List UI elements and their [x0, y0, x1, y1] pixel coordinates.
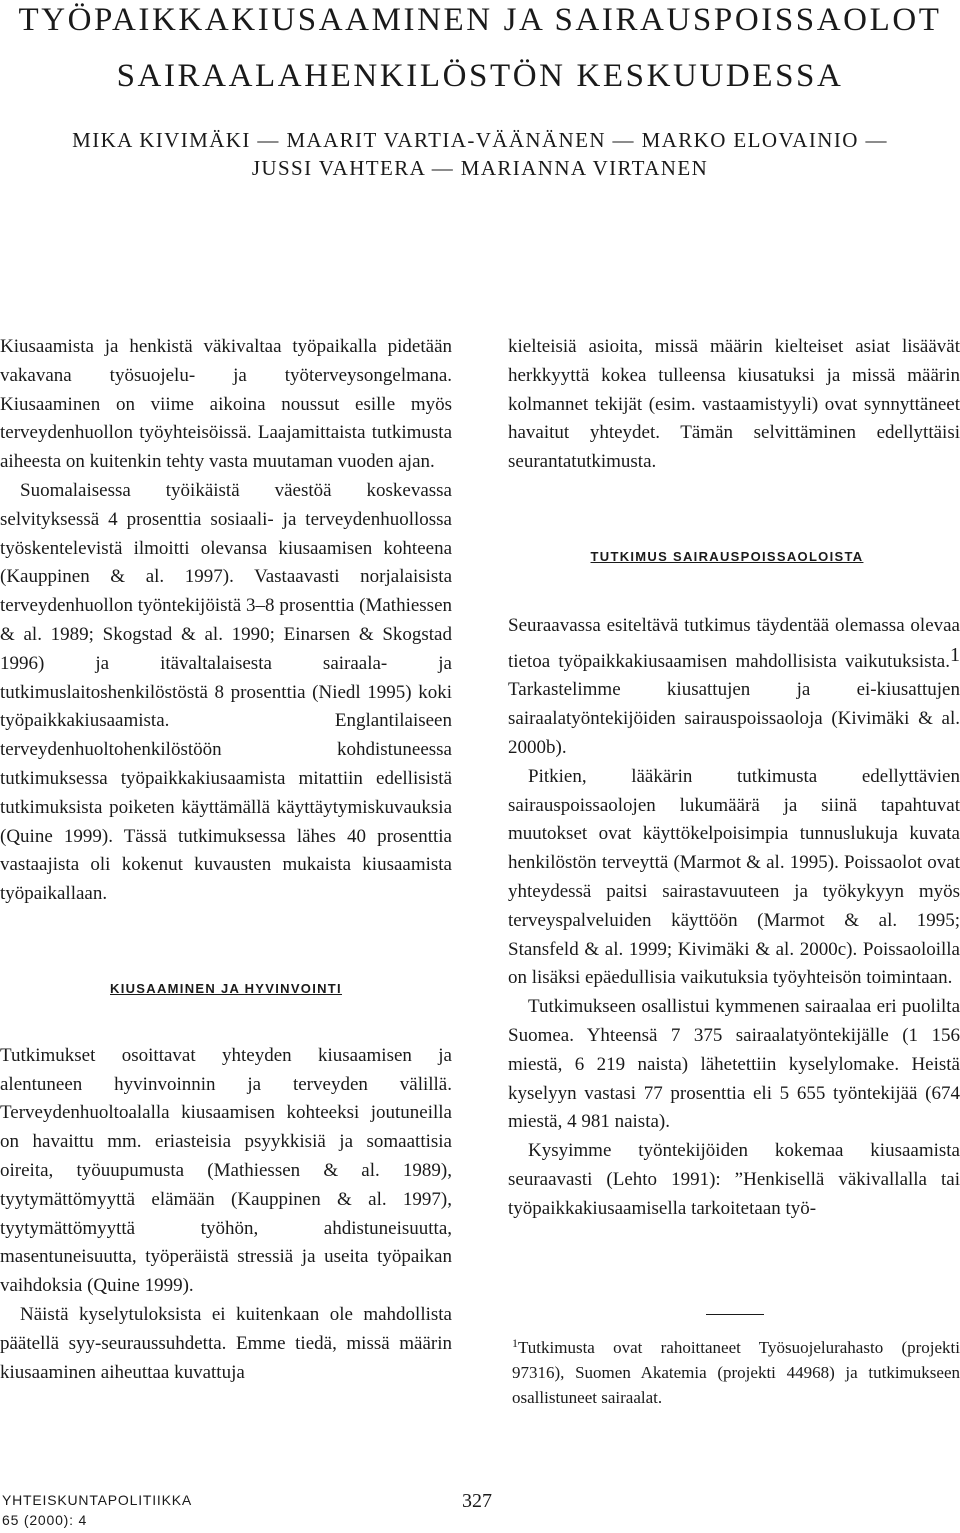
footnote-reference: 1 [950, 643, 960, 666]
authors-line-2: JUSSI VAHTERA — MARIANNA VIRTANEN [251, 156, 709, 180]
method-paragraph-1-end: Tarkastelimme kiusattujen ja ei-kiusattujen sairaalatyöntekijöiden sairauspoissaoloja (Kivimäki & al. 2000b). [508, 679, 960, 758]
intro-paragraph-2: Suomalaisessa työikäistä väestöä koskevassa selvityksessä 4 prosenttia sosiaali- ja terveydenhuollossa työskentelevistä ilmoitti olevansa kiusaamisen kohteena (Kauppinen & al. 1997). Vastaavasti norjalaisista terveydenhuollon työntekijöistä 3–8 prosenttia (Mathiessen & al. 1989; Skogstad & al. 1990; Einarsen & Skogstad 1996) ja itävaltalaisesta sairaala- ja tutkimuslaitoshenkilöstöstä 8 prosenttia (Niedl 1995) koki työpaikkakiusaamista. Englantilaiseen terveydenhuoltohenkilöstöön kohdistuneessa tutkimuksessa työpaikkakiusaamista mitattiin edellisistä tutkimuksista poiketen käyttämällä käyttäytymiskuvauksia (Quine 1999). Tässä tutkimuksessa lähes 40 prosenttia vastaajista oli kokenut kuvausten mukaista kiusaamista työpaikallaan. [0, 479, 452, 905]
footnote-number: 1 [512, 1335, 518, 1350]
method-paragraph-3: Tutkimukseen osallistui kymmenen sairaalaa eri puolilta Suomea. Yhteensä 7 375 sairaalatyöntekijälle (1 156 miestä, 6 219 naista) lähetettiin kyselylomake. Heistä kyselyyn vastasi 77 prosenttia eli 5 655 työntekijää (674 miestä, 4 981 naista). [508, 996, 960, 1133]
authors-line-1: MIKA KIVIMÄKI — MAARIT VARTIA-VÄÄNÄNEN — MARKO ELOVAINIO — [72, 128, 888, 152]
section-heading-tutkimus: TUTKIMUS SAIRAUSPOISSAOLOISTA [590, 548, 864, 564]
left-column [0, 333, 452, 1387]
section-heading-kiusaaminen: KIUSAAMINEN JA HYVINVOINTI [110, 980, 342, 996]
article-title-line-2: SAIRAALAHENKILÖSTÖN KESKUUDESSA [116, 58, 844, 94]
continued-paragraph: kielteisiä asioita, missä määrin kielteiset asiat lisäävät herkkyyttä kokea tulleensa kiusatuksi ja missä määrin kolmannet tekijät (esim. vastaamistyyli) ovat synnyttäneet havaitut yhteydet. Tämän selvittäminen edellyttäisi seurantatutkimusta. [508, 336, 960, 473]
intro-paragraph-1: Kiusaamista ja henkistä väkivaltaa työpaikalla pidetään vakavana työsuojelu- ja työterveysongelmana. Kiusaaminen on viime aikoina noussut esille myös terveydenhuollon työyhteisöissä. Laajamittaista tutkimusta aiheesta on kuitenkin tehty vasta muutaman vuoden ajan. [0, 336, 452, 473]
footnote [508, 1331, 960, 1410]
method-paragraph-1 [508, 612, 960, 763]
footnote-divider [706, 1314, 764, 1315]
section-paragraph-1: Tutkimukset osoittavat yhteyden kiusaamisen ja alentuneen hyvinvoinnin ja terveyden välillä. Terveydenhuoltoalalla kiusaamisen kohteeksi joutuneilla on havaittu mm. eriasteisia psyykkisiä ja somaattisia oireita, työuupumusta (Mathiessen & al. 1989), tyytymättömyyttä elämään (Kauppinen & al. 1997), tyytymättömyyttä työhön, ahdistuneisuutta, masentuneisuutta, työperäistä stressiä ja useita työpaikan vaihdoksia (Quine 1999). [0, 1044, 452, 1297]
page-number: 327 [462, 1490, 492, 1512]
right-column [508, 333, 960, 1410]
footnote-text: Tutkimusta ovat rahoittaneet Työsuojelurahasto (projekti 97316), Suomen Akatemia (projekti 44968) ja tutkimukseen osallistuneet sairaalat. [512, 1337, 960, 1407]
method-paragraph-4: Kysyimme työntekijöiden kokemaa kiusaamista seuraavasti (Lehto 1991): ”Henkisellä väkivallalla tai työpaikkakiusaamisella tarkoitetaan työ- [508, 1140, 960, 1219]
article-title-line-1: TYÖPAIKKAKIUSAAMINEN JA SAIRAUSPOISSAOLOT [18, 2, 942, 38]
journal-issue: 65 (2000): 4 [2, 1512, 88, 1528]
method-paragraph-1-start: Seuraavassa esiteltävä tutkimus täydentää olemassa olevaa tietoa työpaikkakiusaamisen mahdollisista vaikutuksista. [508, 614, 960, 672]
section-paragraph-2: Näistä kyselytuloksista ei kuitenkaan ole mahdollista päätellä syy-seuraussuhdetta. Emme tiedä, missä määrin kiusaaminen aiheuttaa kuvattuja [0, 1303, 452, 1383]
method-paragraph-2: Pitkien, lääkärin tutkimusta edellyttävien sairauspoissaolojen lukumäärä ja siinä tapahtuvat muutokset ovat käyttökelpoisimpia tunnuslukuja kuvata henkilöstön terveyttä (Marmot & al. 1995). Poissaolot ovat yhteydessä paitsi sairastavuuteen ja työkykyyn myös terveyspalveluiden käyttöön (Marmot & al. 1995; Stansfeld & al. 1999; Kivimäki & al. 2000c). Poissaoloilla on lisäksi epäedullisia vaikutuksia työyhteisön toimintaan. [508, 765, 960, 989]
journal-name: YHTEISKUNTAPOLITIIKKA [2, 1492, 193, 1508]
